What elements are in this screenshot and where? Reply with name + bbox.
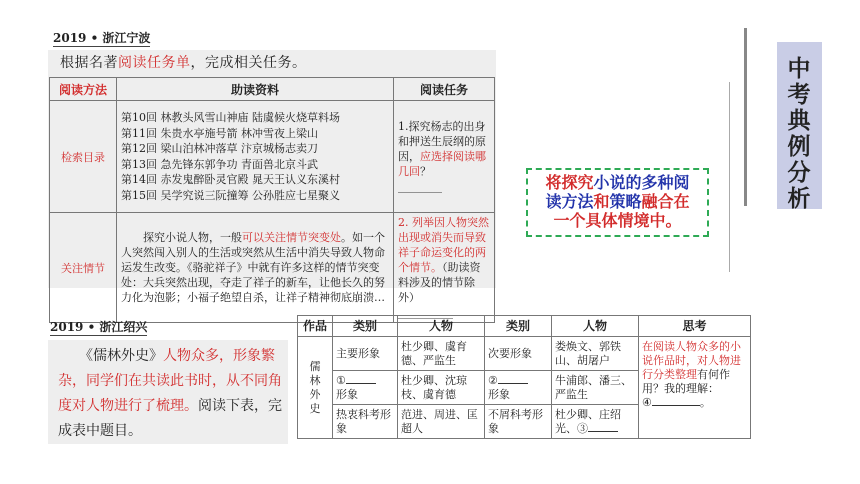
answer-blank[interactable]: __________ <box>398 306 453 319</box>
task-1 <box>394 101 495 213</box>
blank-number: ① <box>336 373 346 387</box>
people-text: 杜少卿、庄绍光、③ <box>555 407 621 435</box>
think-text: 有何作用？我的理解： <box>642 368 730 395</box>
divider-line <box>744 28 747 206</box>
hint-text: 一个具体情境中。 <box>553 211 682 230</box>
answer-blank-3[interactable] <box>588 431 618 432</box>
intro-part: 根据名著 <box>60 55 118 71</box>
method-catalog: 检索目录 <box>50 101 117 213</box>
divider-line-thin <box>729 82 730 272</box>
people-cell: 范进、周进、匡超人 <box>398 405 485 439</box>
sidebar-title-char: 中 <box>787 55 812 82</box>
chapter-item: 第12回 梁山泊林冲落草 汴京城杨志卖刀 <box>121 142 318 155</box>
chapter-item: 第11回 朱贵水亭施号箭 林冲雪夜上梁山 <box>121 126 318 140</box>
work-title-char: 外 <box>309 387 321 401</box>
character-table <box>297 315 751 439</box>
source-label-2: 2019 • 浙江绍兴 <box>50 320 148 334</box>
chapter-item: 第13回 急先锋东郭争功 青面兽北京斗武 <box>121 157 318 171</box>
book-title: 《儒林外史》 <box>79 348 163 364</box>
intro-text <box>60 52 307 72</box>
sidebar-title-char: 分 <box>787 159 812 186</box>
task-2 <box>394 213 495 323</box>
think-highlight: 在阅读人物众多的小说作品时，对人物进行分类整理 <box>642 340 741 381</box>
blank-number: ② <box>488 373 498 387</box>
header-people: 人物 <box>552 316 639 337</box>
problem-highlight: 人物众多，形象繁杂，同学们在共读此书时，从不同角度对人物进行了梳理。 <box>58 348 282 414</box>
work-cell <box>298 337 333 439</box>
sidebar-title-text <box>777 56 822 212</box>
work-title-char: 林 <box>309 373 321 387</box>
task-highlight: 应选择阅读哪几回 <box>398 150 486 178</box>
problem-text <box>58 344 284 444</box>
answer-blank[interactable]: ________ <box>398 180 442 193</box>
header-work: 作品 <box>298 316 333 337</box>
answer-blank-2[interactable] <box>498 383 528 384</box>
reading-task-table <box>49 77 495 323</box>
category-cell <box>333 371 398 405</box>
sidebar-title-char: 考 <box>787 81 812 108</box>
think-end: 。 <box>699 396 711 409</box>
people-cell: 杜少卿、沈琼枝、虞育德 <box>398 371 485 405</box>
source-label-1: 2019 • 浙江宁波 <box>53 31 151 45</box>
people-cell: 娄焕文、郭铁山、胡屠户 <box>552 337 639 371</box>
category-cell: 次要形象 <box>485 337 552 371</box>
category-cell: 不屑科考形象 <box>485 405 552 439</box>
people-cell <box>552 405 639 439</box>
header-think: 思考 <box>639 316 751 337</box>
chapter-item: 第10回 林教头风雪山神庙 陆虞候火烧草料场 <box>121 111 340 124</box>
sidebar-title-char: 例 <box>787 133 812 160</box>
chapter-item: 第14回 赤发鬼醉卧灵官殿 晁天王认义东溪村 <box>121 173 340 186</box>
intro-highlight: 阅读任务单 <box>118 55 191 71</box>
hint-text-blue: 策略 <box>609 192 642 211</box>
sidebar-title <box>777 56 822 212</box>
task-text: ？ <box>420 165 431 178</box>
chapter-list <box>117 101 394 213</box>
answer-blank-4[interactable] <box>652 405 700 406</box>
category-cell: 热衷科考形象 <box>333 405 398 439</box>
category-suffix: 形象 <box>488 387 510 401</box>
category-cell: 主要形象 <box>333 337 398 371</box>
sidebar-title-char: 典 <box>787 107 812 134</box>
hint-callout <box>526 168 709 237</box>
chapter-item: 第15回 吴学究说三阮撞筹 公孙胜应七星聚义 <box>121 188 340 202</box>
header-category: 类别 <box>333 316 398 337</box>
people-cell: 牛浦郎、潘三、严监生 <box>552 371 639 405</box>
header-material: 助读资料 <box>117 78 394 101</box>
work-title <box>301 360 329 416</box>
method-plot: 关注情节 <box>50 213 117 323</box>
plot-material <box>117 213 394 323</box>
category-suffix: 形象 <box>336 387 358 401</box>
hint-text-blue: 读方法 <box>545 192 594 211</box>
category-cell <box>485 371 552 405</box>
hint-text-blue: 小说的多种阅 <box>593 173 690 192</box>
hint-text: 融合在 <box>641 192 690 211</box>
header-category: 类别 <box>485 316 552 337</box>
blank-number: ④ <box>642 396 652 409</box>
problem-instruction: 阅读下表，完成表中题目。 <box>58 398 282 439</box>
work-title-char: 史 <box>309 401 321 415</box>
material-text: 探究小说人物，一般 <box>143 231 242 244</box>
task-text: （助读资料涉及的情节除外） <box>398 261 481 304</box>
header-people: 人物 <box>398 316 485 337</box>
people-cell: 杜少卿、虞育德、严监生 <box>398 337 485 371</box>
work-title-char: 儒 <box>309 359 321 373</box>
think-cell <box>639 337 751 439</box>
header-method: 阅读方法 <box>50 78 117 101</box>
hint-text: 和 <box>593 192 610 211</box>
hint-text: 将探究 <box>545 173 594 192</box>
header-task: 阅读任务 <box>394 78 495 101</box>
sidebar-title-char: 析 <box>787 185 812 212</box>
material-text: 。如一个人突然闯入别人的生活或突然从生活中消失导致人物命运发生改变。《骆驼祥子》中就有许多这样的情节突变处：大兵突然出现，夺走了祥子的新车，让他长久的努力化为泡影；小福子绝望自杀，让祥子精神彻底崩溃… <box>121 231 385 304</box>
task-text: 1.探究杨志的出身和押送生辰纲的原因， <box>398 120 486 163</box>
intro-part: ，完成相关任务。 <box>190 55 307 71</box>
material-highlight: 可以关注情节突变处 <box>242 231 341 244</box>
task-highlight: 2. 列举因人物突然出现或消失而导致祥子命运变化的两个情节。 <box>398 216 489 274</box>
answer-blank-1[interactable] <box>346 383 376 384</box>
